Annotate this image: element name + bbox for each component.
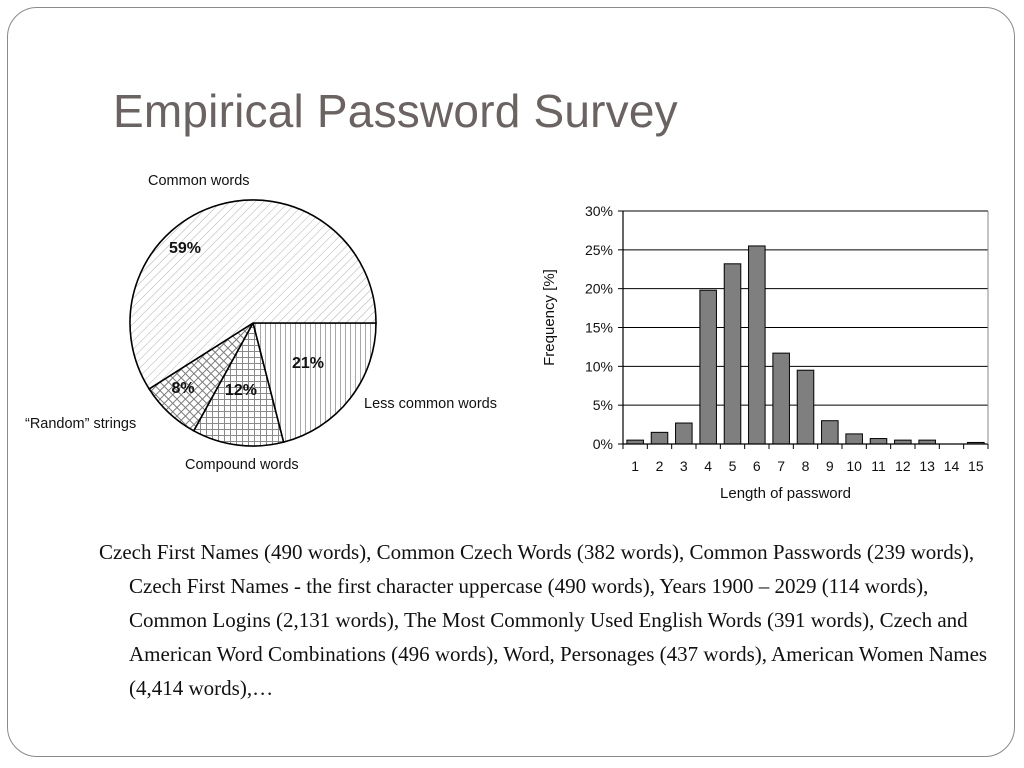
bar-6: [749, 246, 766, 444]
y-tick-label: 5%: [592, 397, 613, 414]
x-axis-label: Length of password: [720, 485, 851, 502]
x-tick-label: 8: [801, 458, 810, 474]
x-tick-label: 5: [728, 458, 737, 474]
x-tick-label: 2: [655, 458, 664, 474]
x-tick-label: 1: [631, 458, 640, 474]
bar-2: [651, 432, 668, 444]
y-tick-label: 10%: [584, 358, 613, 375]
x-tick-label: 4: [704, 458, 713, 474]
bar-3: [676, 423, 693, 444]
x-tick-label: 10: [846, 458, 862, 474]
x-tick-label: 14: [943, 458, 960, 474]
pie-category-label: Compound words: [185, 457, 299, 473]
x-tick-label: 7: [777, 458, 786, 474]
bar-8: [797, 370, 814, 444]
bar-9: [822, 421, 839, 444]
bar-11: [870, 439, 887, 444]
y-axis-label: Frequency [%]: [541, 269, 558, 366]
x-tick-label: 13: [919, 458, 935, 474]
slide-title: Empirical Password Survey: [113, 85, 678, 137]
x-tick-label: 9: [825, 458, 834, 474]
bar-7: [773, 353, 790, 444]
x-tick-label: 3: [679, 458, 688, 474]
pie-category-label: Less common words: [364, 396, 497, 412]
body-text: Czech First Names (490 words), Common Czech Words (382 words), Common Passwords (239 words), Czech First Names - the first character uppercase (490 words), Years 1900 – 2029 (114 words), Common Logins (2,131 words), The Most Commonly Used English Words (391 words), Czech and American Word Combinations (496 words), Word, Personages (437 words), American Women Names (4,414 words),…: [99, 540, 988, 700]
x-tick-label: 6: [752, 458, 761, 474]
bar-5: [724, 264, 741, 444]
y-tick-label: 15%: [584, 319, 613, 336]
pie-category-label: “Random” strings: [25, 416, 137, 432]
pie-chart: [20, 165, 530, 485]
x-tick-label: 12: [895, 458, 911, 474]
pie-percent-label: 21%: [291, 355, 325, 372]
pie-category-label: Common words: [148, 173, 250, 189]
pie-percent-label: 59%: [168, 240, 202, 257]
y-tick-label: 30%: [584, 203, 613, 219]
pie-percent-label: 12%: [224, 382, 258, 399]
bar-chart: [530, 195, 1000, 515]
y-tick-label: 20%: [584, 280, 613, 297]
x-tick-label: 11: [871, 458, 886, 474]
pie-percent-label: 8%: [171, 380, 195, 397]
x-tick-label: 15: [968, 458, 984, 474]
y-tick-label: 0%: [592, 436, 613, 452]
y-tick-label: 25%: [584, 241, 613, 258]
bar-10: [846, 434, 863, 444]
bar-4: [700, 290, 717, 444]
